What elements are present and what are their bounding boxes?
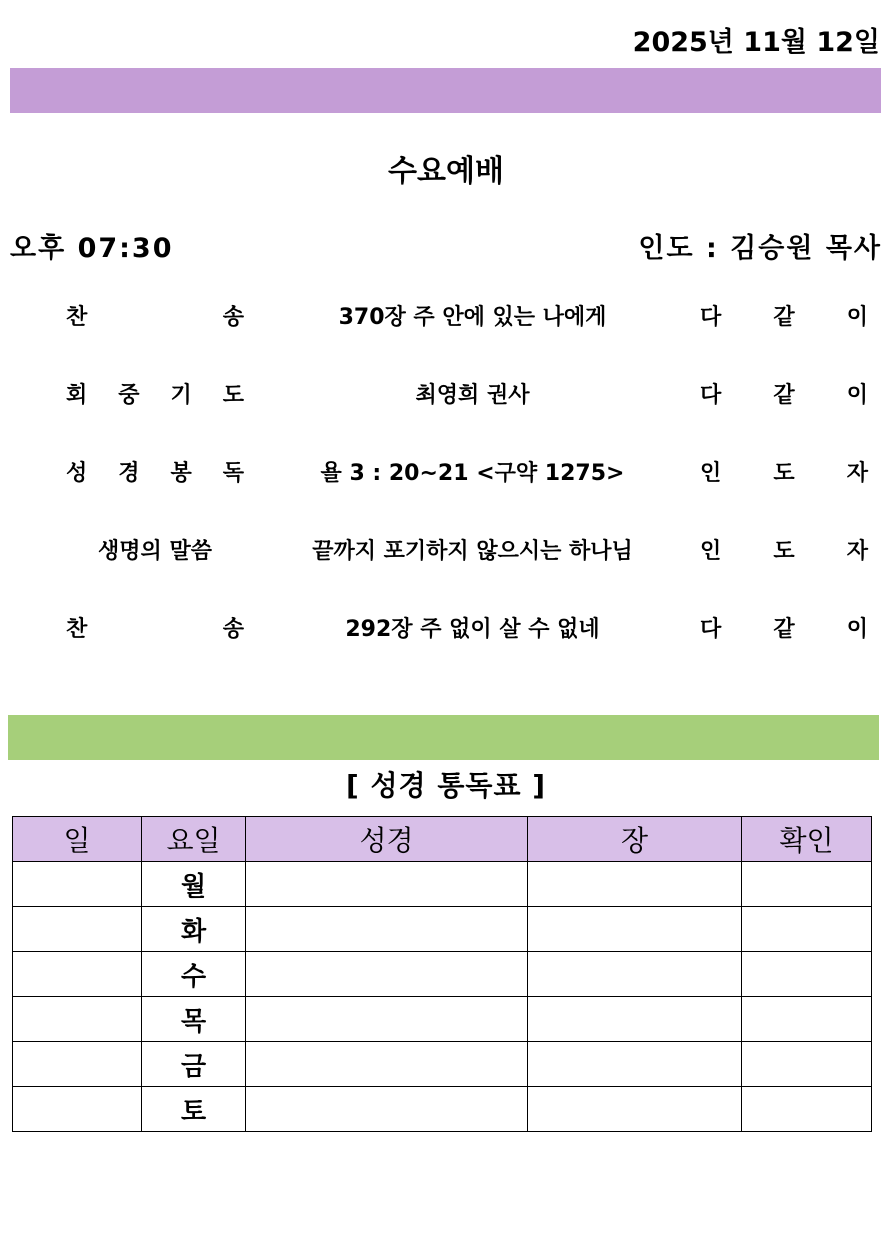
chapter-cell[interactable] xyxy=(528,997,742,1042)
day-number-cell[interactable] xyxy=(13,1087,142,1132)
participant-char: 자 xyxy=(846,461,868,486)
service-time: 오후 07:30 xyxy=(10,233,174,264)
order-item-char: 봉 xyxy=(170,461,192,486)
order-item-content: 292장 주 없이 살 수 없네 xyxy=(345,617,600,642)
reading-plan-row xyxy=(13,862,872,907)
chapter-cell[interactable] xyxy=(528,1087,742,1132)
order-item-content: 끝까지 포기하지 않으시는 하나님 xyxy=(312,539,633,564)
check-cell[interactable] xyxy=(742,907,872,952)
participant-char: 같 xyxy=(773,617,795,642)
order-item-label xyxy=(66,532,244,572)
book-cell[interactable] xyxy=(246,907,528,952)
order-item-participant xyxy=(700,454,868,494)
participant-char: 도 xyxy=(773,461,795,486)
participant-char: 다 xyxy=(700,383,722,408)
chapter-cell[interactable] xyxy=(528,862,742,907)
reading-plan-row xyxy=(13,1042,872,1087)
weekday-cell: 월 xyxy=(142,862,246,907)
order-item-content: 욜 3 : 20~21 <구약 1275> xyxy=(320,461,625,486)
order-row xyxy=(0,610,892,650)
weekday-cell: 목 xyxy=(142,997,246,1042)
order-item-content: 370장 주 안에 있는 나에게 xyxy=(338,305,607,330)
day-number-cell[interactable] xyxy=(13,862,142,907)
order-row xyxy=(0,532,892,572)
bulletin-date: 2025년 11월 12일 xyxy=(632,27,880,58)
day-number-cell[interactable] xyxy=(13,907,142,952)
order-item-label xyxy=(66,298,244,338)
order-item-char: 찬 xyxy=(66,305,88,330)
header-chapter: 장 xyxy=(528,817,742,862)
reading-plan-table xyxy=(12,816,872,1132)
book-cell[interactable] xyxy=(246,952,528,997)
book-cell[interactable] xyxy=(246,1087,528,1132)
reading-plan-row xyxy=(13,907,872,952)
weekday-cell: 금 xyxy=(142,1042,246,1087)
order-item-char: 송 xyxy=(222,617,244,642)
service-leader: 인도 : 김승원 목사 xyxy=(638,233,882,264)
order-item-participant xyxy=(700,298,868,338)
book-cell[interactable] xyxy=(246,862,528,907)
weekday-cell: 수 xyxy=(142,952,246,997)
check-cell[interactable] xyxy=(742,1087,872,1132)
order-item-char: 기 xyxy=(170,383,192,408)
order-item-char: 도 xyxy=(222,383,244,408)
reading-plan-row xyxy=(13,997,872,1042)
order-item-char: 생명의 말씀 xyxy=(98,539,212,564)
check-cell[interactable] xyxy=(742,862,872,907)
reading-plan-header-row xyxy=(13,817,872,862)
order-item-label xyxy=(66,454,244,494)
order-item-participant xyxy=(700,532,868,572)
order-item-char: 성 xyxy=(66,461,88,486)
participant-char: 다 xyxy=(700,305,722,330)
participant-char: 같 xyxy=(773,383,795,408)
participant-char: 자 xyxy=(846,539,868,564)
order-item-char: 회 xyxy=(66,383,88,408)
reading-plan-title: [ 성경 통독표 ] xyxy=(345,769,547,802)
order-row xyxy=(0,454,892,494)
order-row xyxy=(0,376,892,416)
check-cell[interactable] xyxy=(742,997,872,1042)
chapter-cell[interactable] xyxy=(528,907,742,952)
participant-char: 인 xyxy=(700,461,722,486)
day-number-cell[interactable] xyxy=(13,997,142,1042)
day-number-cell[interactable] xyxy=(13,952,142,997)
book-cell[interactable] xyxy=(246,997,528,1042)
order-item-participant xyxy=(700,376,868,416)
participant-char: 인 xyxy=(700,539,722,564)
order-item-participant xyxy=(700,610,868,650)
participant-char: 같 xyxy=(773,305,795,330)
service-title: 수요예배 xyxy=(388,154,504,189)
weekday-cell: 화 xyxy=(142,907,246,952)
order-row xyxy=(0,298,892,338)
check-cell[interactable] xyxy=(742,952,872,997)
weekday-cell: 토 xyxy=(142,1087,246,1132)
participant-char: 이 xyxy=(846,617,868,642)
order-item-content: 최영희 권사 xyxy=(415,383,530,408)
order-item-char: 경 xyxy=(118,461,140,486)
order-item-char: 송 xyxy=(222,305,244,330)
reading-plan-row xyxy=(13,1087,872,1132)
order-item-char: 중 xyxy=(118,383,140,408)
header-weekday: 요일 xyxy=(142,817,246,862)
participant-char: 도 xyxy=(773,539,795,564)
green-divider-bar xyxy=(8,715,879,760)
purple-divider-bar xyxy=(10,68,881,113)
order-item-label xyxy=(66,376,244,416)
header-book: 성경 xyxy=(246,817,528,862)
order-item-label xyxy=(66,610,244,650)
order-item-char: 찬 xyxy=(66,617,88,642)
participant-char: 이 xyxy=(846,305,868,330)
chapter-cell[interactable] xyxy=(528,1042,742,1087)
reading-plan-row xyxy=(13,952,872,997)
order-item-char: 독 xyxy=(222,461,244,486)
participant-char: 이 xyxy=(846,383,868,408)
chapter-cell[interactable] xyxy=(528,952,742,997)
participant-char: 다 xyxy=(700,617,722,642)
header-check: 확인 xyxy=(742,817,872,862)
header-day-number: 일 xyxy=(13,817,142,862)
check-cell[interactable] xyxy=(742,1042,872,1087)
day-number-cell[interactable] xyxy=(13,1042,142,1087)
book-cell[interactable] xyxy=(246,1042,528,1087)
